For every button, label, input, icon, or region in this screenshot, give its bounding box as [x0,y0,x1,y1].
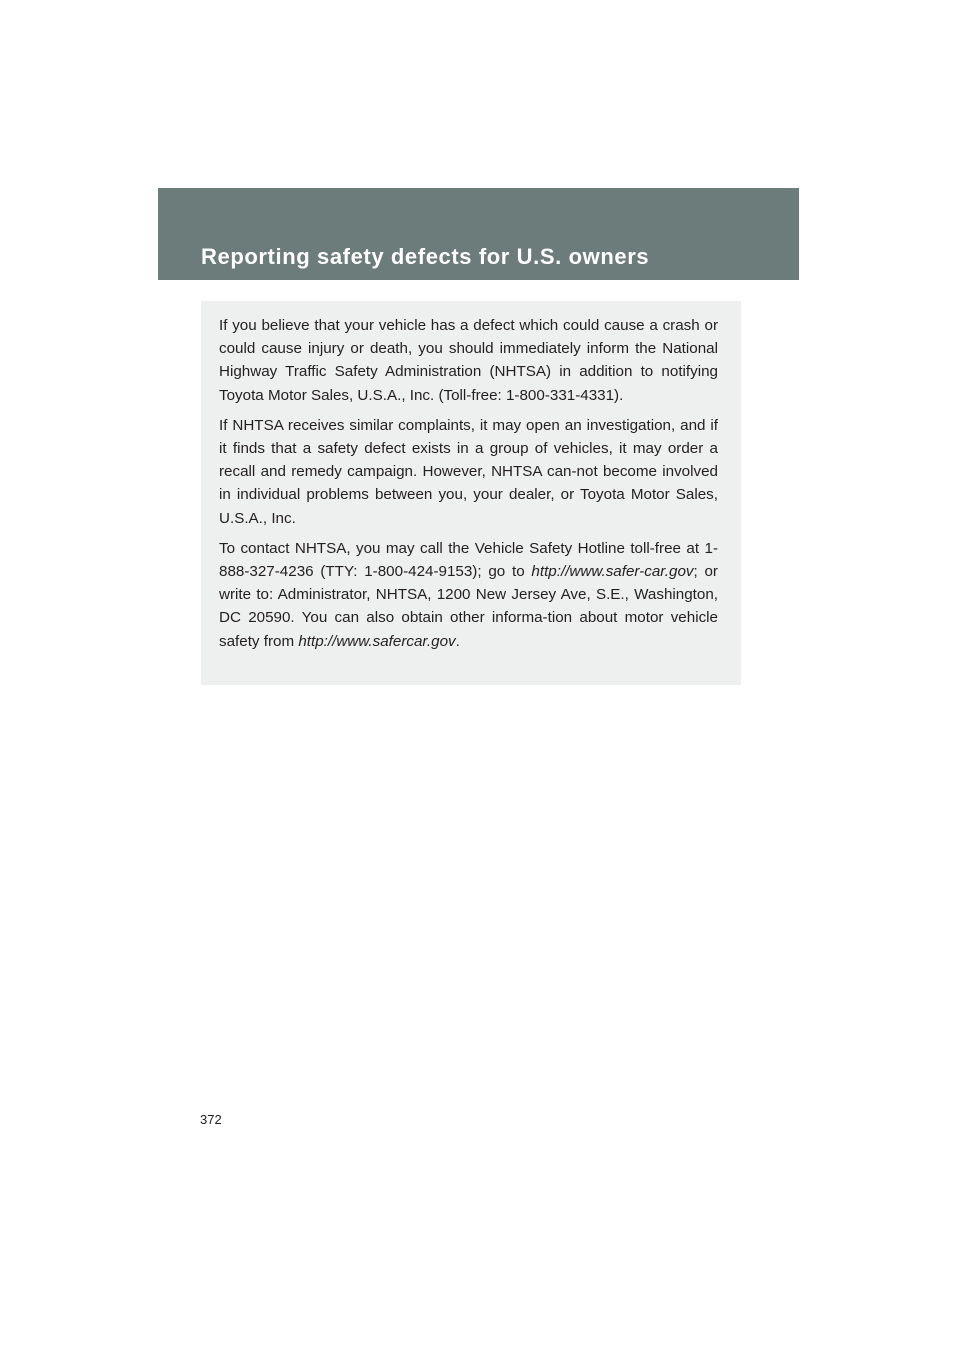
safercar-link[interactable]: http://www.safer-car.gov [531,563,694,581]
paragraph-investigation: If NHTSA receives similar complaints, it may open an investigation, and if it finds that a safety defect exists in a group of vehicles, it may order a recall and remedy campaign. However, NHTSA can-not become involved in individual problems between you, your dealer, or Toyota Motor Sales, U.S.A., Inc. [219,416,718,527]
safercar-link-2[interactable]: http://www.safercar.gov [298,632,456,650]
paragraph-contact-nhtsa [219,537,718,653]
contact-text-1: To contact NHTSA, you may call the Vehicle Safety Hotline toll-free at 1-888-327-4236 (TTY: 1-800-424-9153); go to [219,539,718,581]
page-title: Reporting safety defects for U.S. owners [201,244,650,269]
section-header-bar [158,188,799,280]
paragraph-defect-reporting: If you believe that your vehicle has a defect which could cause a crash or could cause injury or death, you should immediately inform the National Highway Traffic Safety Administration (NHTSA) in addition to notifying Toyota Motor Sales, U.S.A., Inc. (Toll-free: 1-800-331-4331). [219,317,718,404]
contact-text-3: . [455,632,460,650]
content-box [201,301,741,685]
page-number: 372 [200,1112,222,1127]
contact-text-2: ; or write to: Administrator, NHTSA, 1200 New Jersey Ave, S.E., Washington, DC 20590. You can also obtain other informa-tion about motor vehicle safety from [219,563,718,650]
